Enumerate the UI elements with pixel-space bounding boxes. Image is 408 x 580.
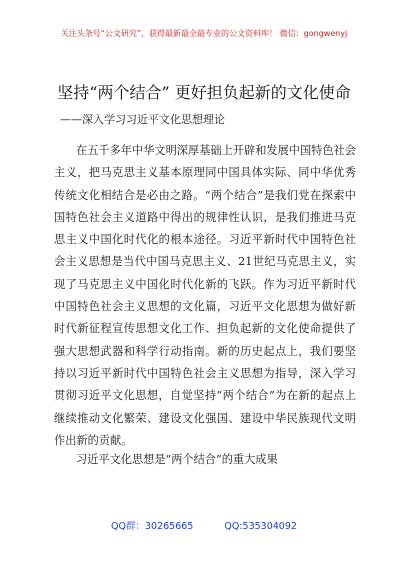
footer-contact [0, 518, 408, 532]
body-paragraph: 在五千多年中华文明深厚基础上开辟和发展中国特色社会主义，把马克思主义基本原理同中国具体实际、同中华优秀传统文化相结合是必由之路。“两个结合”是我们党在探索中国特色社会主义道路中得出的规律性认识，是我们推进马克思主义中国化时代化的根本途径。习近平新时代中国特色社会主义思想是当代中国马克思主义、21世纪马克思主义，实现了马克思主义中国化时代化新的飞跃。作为习近平新时代中国特色社会主义思想的文化篇，习近平文化思想为做好新时代新征程宣传思想文化工作、担负起新的文化使命提供了强大思想武器和科学行动指南。新的历史起点上，我们要坚持以习近平新时代中国特色社会主义思想为指导，深入学习贯彻习近平文化思想，自觉坚持“两个结合”为在新的起点上继续推动文化繁荣、建设文化强国、建设中华民族现代文明作出新的贡献。 [54, 144, 356, 447]
document-subtitle: ——深入学习习近平文化思想理论 [60, 113, 225, 126]
document-title: 坚持“两个结合” 更好担负起新的文化使命 [57, 83, 351, 102]
section-heading: 习近平文化思想是“两个结合”的重大成果 [76, 453, 278, 466]
qq-label: QQ:535304092 [224, 521, 297, 532]
header-banner: 关注头条号“公文研究”，获得最新最全最专业的公文资料库！ 微信：gongwenyj [60, 29, 348, 38]
qq-group-label: QQ群：30265665 [111, 521, 194, 532]
